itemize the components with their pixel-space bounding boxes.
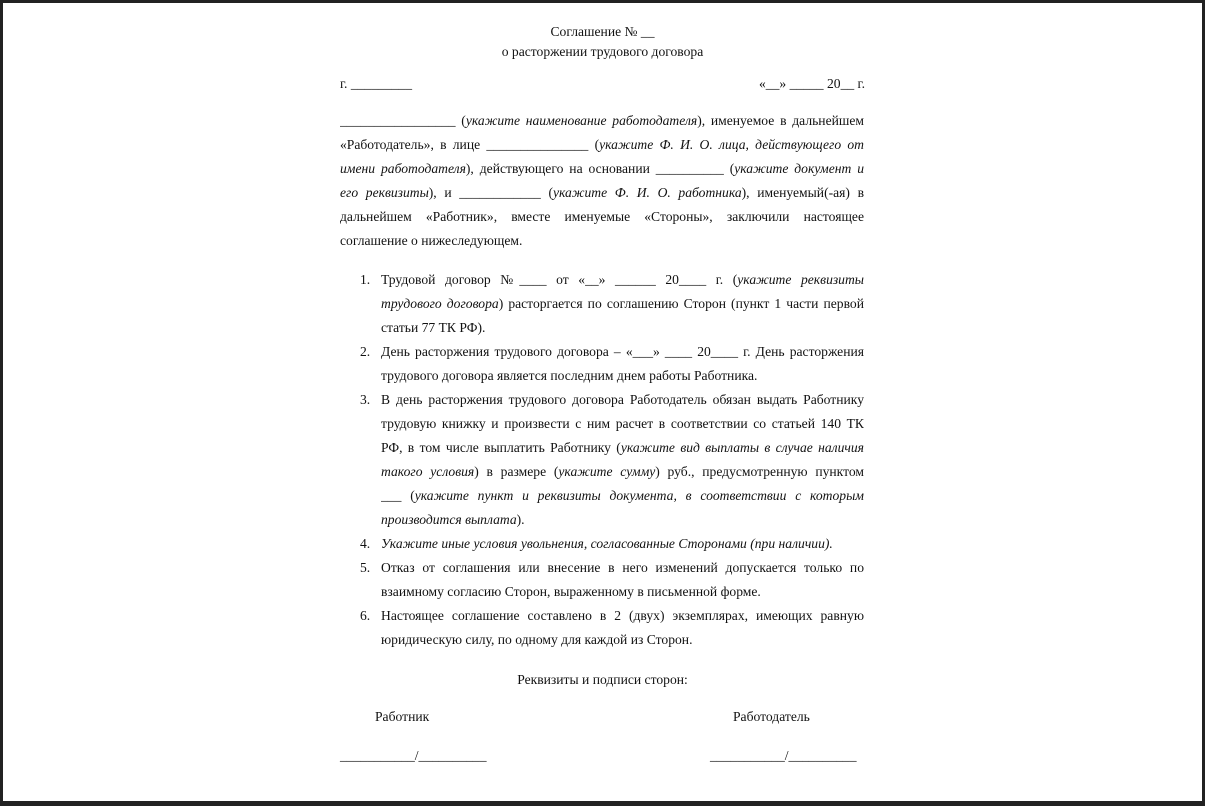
text-line (381, 292, 864, 316)
body-text: В день расторжения трудового договора Работодатель обязан выдать Работнику (381, 392, 864, 407)
text-line (381, 316, 864, 340)
body-text: взаимному согласию Сторон, выраженному в письменной форме. (381, 584, 761, 599)
text-line (381, 580, 864, 604)
instruction-text: укажите вид выплаты в случае наличия (620, 440, 864, 455)
text-line (340, 205, 864, 229)
instruction-text: укажите Ф. И. О. работника (552, 185, 742, 200)
text-line (381, 340, 864, 364)
text-line (381, 532, 864, 556)
text-line (340, 157, 864, 181)
list-number: 3. (360, 392, 371, 407)
instruction-text: укажите наименование работодателя (465, 113, 698, 128)
text-line (340, 181, 864, 205)
list-number: 2. (360, 344, 371, 359)
text-line (381, 388, 864, 412)
text-line (381, 268, 864, 292)
body-text: РФ, в том числе выплатить Работнику ( (381, 440, 621, 455)
clauses-list (360, 268, 864, 652)
body-text: юридическую силу, по одному для каждой из Сторон. (381, 632, 693, 647)
instruction-text: укажите реквизиты (737, 272, 864, 287)
text-line (340, 109, 864, 133)
employee-label: Работник (375, 709, 430, 724)
employer-signature-line: ___________/__________ (710, 748, 857, 763)
date-field: «__» _____ 20__ г. (759, 76, 865, 91)
list-item (360, 340, 864, 388)
text-line (340, 229, 864, 253)
list-number: 6. (360, 608, 371, 623)
body-text: Настоящее соглашение составлено в 2 (двух) экземплярах, имеющих равную (381, 608, 864, 623)
instruction-text: Укажите иные условия увольнения, согласованные Сторонами (при наличии). (381, 536, 833, 551)
employer-label: Работодатель (733, 709, 810, 724)
text-line (340, 133, 864, 157)
body-text: ___ ( (381, 488, 415, 503)
text-line (381, 460, 864, 484)
body-text: _________________ ( (340, 113, 466, 128)
list-item (360, 268, 864, 340)
list-item (360, 532, 864, 556)
body-text: ), именуемое в дальнейшем (697, 113, 864, 128)
body-text: ) руб., предусмотренную пунктом (655, 464, 864, 479)
instruction-text: укажите сумму (558, 464, 656, 479)
text-line (381, 484, 864, 508)
instruction-text: укажите пункт и реквизиты документа, в соответствии с которым (414, 488, 864, 503)
instruction-text: укажите Ф. И. О. лица, действующего от (599, 137, 864, 152)
list-item (360, 388, 864, 532)
document-page (3, 3, 1202, 801)
body-text: Отказ от соглашения или внесение в него изменений допускается только по (381, 560, 864, 575)
body-text: трудовую книжку и произвести с ним расчет в соответствии со статьей 140 ТК (381, 416, 864, 431)
instruction-text: имени работодателя (340, 161, 466, 176)
text-line (381, 556, 864, 580)
instruction-text: укажите документ и (734, 161, 864, 176)
instruction-text: такого условия (381, 464, 475, 479)
signatures-heading: Реквизиты и подписи сторон: (517, 672, 688, 687)
text-line (381, 628, 864, 652)
body-text: ) в размере ( (474, 464, 559, 479)
document-title: Соглашение № __ (550, 24, 655, 39)
intro-paragraph (340, 109, 864, 253)
body-text: ), именуемый(-ая) в (741, 185, 864, 200)
list-item (360, 556, 864, 604)
body-text: День расторжения трудового договора – «___» ____ 20____ г. День расторжения (381, 344, 864, 359)
list-number: 5. (360, 560, 371, 575)
city-field: г. _________ (340, 76, 413, 91)
body-text: Трудовой договор №____ от «__» ______ 20____ г. ( (381, 272, 738, 287)
instruction-text: его реквизиты (340, 185, 429, 200)
body-text: ), действующего на основании __________ ( (465, 161, 735, 176)
text-line (381, 604, 864, 628)
body-text: трудового договора является последним днем работы Работника. (381, 368, 758, 383)
list-item (360, 604, 864, 652)
body-text: дальнейшем «Работник», вместе именуемые «Стороны», заключили настоящее (340, 209, 864, 224)
body-text: ) расторгается по соглашению Сторон (пункт 1 части первой (498, 296, 864, 311)
text-line (381, 508, 864, 532)
employee-signature-line: ___________/__________ (340, 748, 487, 763)
body-text: соглашение о нижеследующем. (340, 233, 523, 248)
text-line (381, 436, 864, 460)
body-text: статьи 77 ТК РФ). (381, 320, 486, 335)
list-number: 1. (360, 272, 371, 287)
body-text: «Работодатель», в лице _______________ ( (340, 137, 600, 152)
document-subtitle: о расторжении трудового договора (501, 44, 704, 59)
instruction-text: производится выплата (381, 512, 517, 527)
body-text: ), и ____________ ( (428, 185, 553, 200)
text-line (381, 364, 864, 388)
instruction-text: трудового договора (381, 296, 499, 311)
list-number: 4. (360, 536, 371, 551)
body-text: ). (516, 512, 525, 527)
text-line (381, 412, 864, 436)
